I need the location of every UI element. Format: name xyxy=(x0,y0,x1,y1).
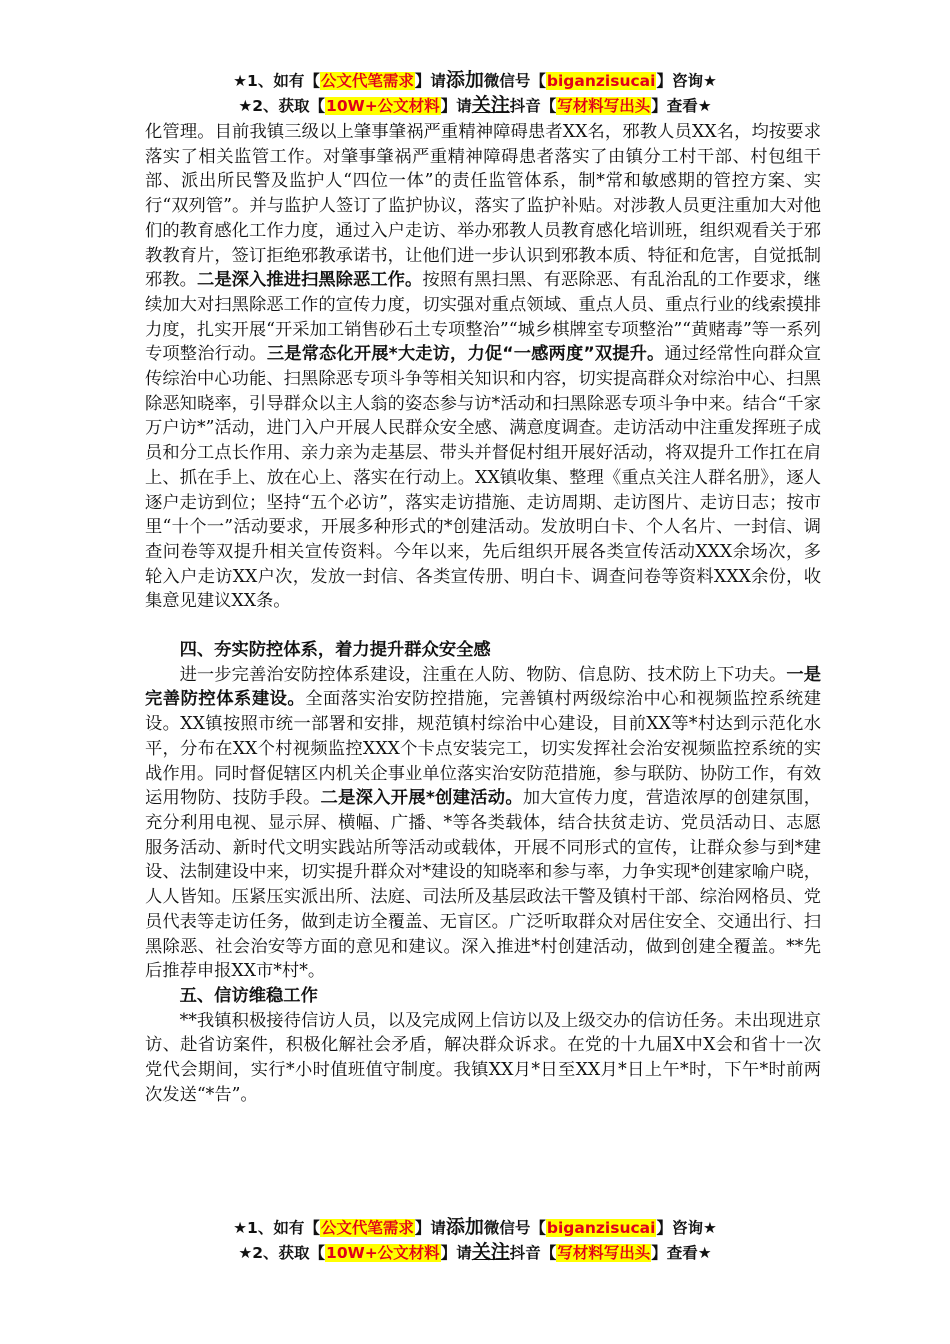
highlight-service: 公文代笔需求 xyxy=(320,72,414,90)
highlight-douyin: 写材料写出头 xyxy=(557,1244,651,1262)
section-heading: 五、信访维稳工作 xyxy=(179,985,318,1006)
highlight-douyin: 写材料写出头 xyxy=(557,97,651,115)
highlight-wechat-id: biganzisucai xyxy=(546,72,656,90)
document-body xyxy=(145,120,821,1107)
paragraph: **我镇积极接待信访人员，以及完成网上信访以及上级交办的信访任务。未出现进京访、赴省访案件，积极化解社会矛盾，解决群众诉求。在党的十九届X中X会和省十一次党代会期间，实行*小时值班值守制度。我镇XX月*日至XX月*日上午*时，下午*时前两次发送“*告”。 xyxy=(145,1010,821,1105)
paragraph: 进一步完善治安防控体系建设，注重在人防、物防、信息防、技术防上下功夫。一是完善防控体系建设。全面落实治安防控措施，完善镇村两级综治中心和视频监控系统建设。XX镇按照市统一部署和安排，规范镇村综治中心建设，目前XX等*村达到示范化水平，分布在XX个村视频监控XXX个卡点安装完工，切实发挥社会治安视频监控系统的实战作用。同时督促辖区内机关企事业单位落实治安防范措施，参与联防、协防工作，有效运用物防、技防手段。二是深入开展*创建活动。加大宣传力度，营造浓厚的创建氛围，充分利用电视、显示屏、横幅、广播、*等各类载体，结合扶贫走访、党员活动日、志愿服务活动、新时代文明实践站所等活动或载体，开展不同形式的宣传，让群众参与到*建设、法制建设中来，切实提升群众对*建设的知晓率和参与率，力争实现*创建家喻户晓，人人皆知。压紧压实派出所、法庭、司法所及基层政法干警及镇村干部、综治网格员、党员代表等走访任务，做到走访全覆盖、无盲区。广泛听取群众对居住安全、交通出行、扫黑除恶、社会治安等方面的意见和建议。深入推进*村创建活动，做到创建全覆盖。**先后推荐申报XX市*村*。 xyxy=(145,664,821,982)
highlight-materials: 10W+公文材料 xyxy=(326,97,440,115)
header-banner xyxy=(0,68,950,118)
banner-line-2: ★2、获取【10W+公文材料】请关注抖音【写材料写出头】查看★ xyxy=(238,1241,712,1263)
highlight-wechat-id: biganzisucai xyxy=(546,1219,656,1237)
banner-line-1: ★1、如有【公文代笔需求】请添加微信号【biganzisucai】咨询★ xyxy=(233,1216,717,1238)
paragraph: 化管理。目前我镇三级以上肇事肇祸严重精神障碍患者XX名，邪教人员XX名，均按要求落实了相关监管工作。对肇事肇祸严重精神障碍患者落实了由镇分工村干部、村包组干部、派出所民警及监护人“四位一体”的责任监管体系，制*常和敏感期的管控方案、实行“双列管”。并与监护人签订了监护协议，落实了监护补贴。对涉教人员更注重加大对他们的教育感化工作力度，通过入户走访、举办邪教人员教育感化培训班，组织观看关于邪教教育片，签订拒绝邪教承诺书，让他们进一步认识到邪教本质、特征和危害，自觉抵制邪教。二是深入推进扫黑除恶工作。按照有黑扫黑、有恶除恶、有乱治乱的工作要求，继续加大对扫黑除恶工作的宣传力度，切实强对重点领域、重点人员、重点行业的线索摸排力度，扎实开展“开采加工销售砂石土专项整治”“城乡棋牌室专项整治”“黄赌毒”等一系列专项整治行动。三是常态化开展*大走访，力促“一感两度”双提升。通过经常性向群众宣传综治中心功能、扫黑除恶专项斗争等相关知识和内容，切实提高群众对综治中心、扫黑除恶知晓率，引导群众以主人翁的姿态参与访*活动和扫黑除恶专项斗争中来。结合“千家万户访*”活动，进门入户开展人民群众安全感、满意度调查。走访活动中注重发挥班子成员和分工点长作用、亲力亲为走基层、带头并督促村组开展好活动，将双提升工作扛在肩上、抓在手上、放在心上、落实在行动上。XX镇收集、整理《重点关注人群名册》，逐人逐户走访到位；坚持“五个必访”，落实走访措施、走访周期、走访图片、走访日志；按市里“十个一”活动要求，开展多种形式的*创建活动。发放明白卡、个人名片、一封信、调查问卷等双提升相关宣传资料。今年以来，先后组织开展各类宣传活动XXX余场次，多轮入户走访XX户次，发放一封信、各类宣传册、明白卡、调查问卷等资料XXX余份，收集意见建议XX条。 xyxy=(145,122,821,612)
banner-line-2: ★2、获取【10W+公文材料】请关注抖音【写材料写出头】查看★ xyxy=(238,94,712,116)
highlight-materials: 10W+公文材料 xyxy=(326,1244,440,1262)
banner-line-1: ★1、如有【公文代笔需求】请添加微信号【biganzisucai】咨询★ xyxy=(233,69,717,91)
footer-banner xyxy=(0,1215,950,1265)
section-heading: 四、夯实防控体系，着力提升群众安全感 xyxy=(179,640,491,661)
highlight-service: 公文代笔需求 xyxy=(320,1219,414,1237)
